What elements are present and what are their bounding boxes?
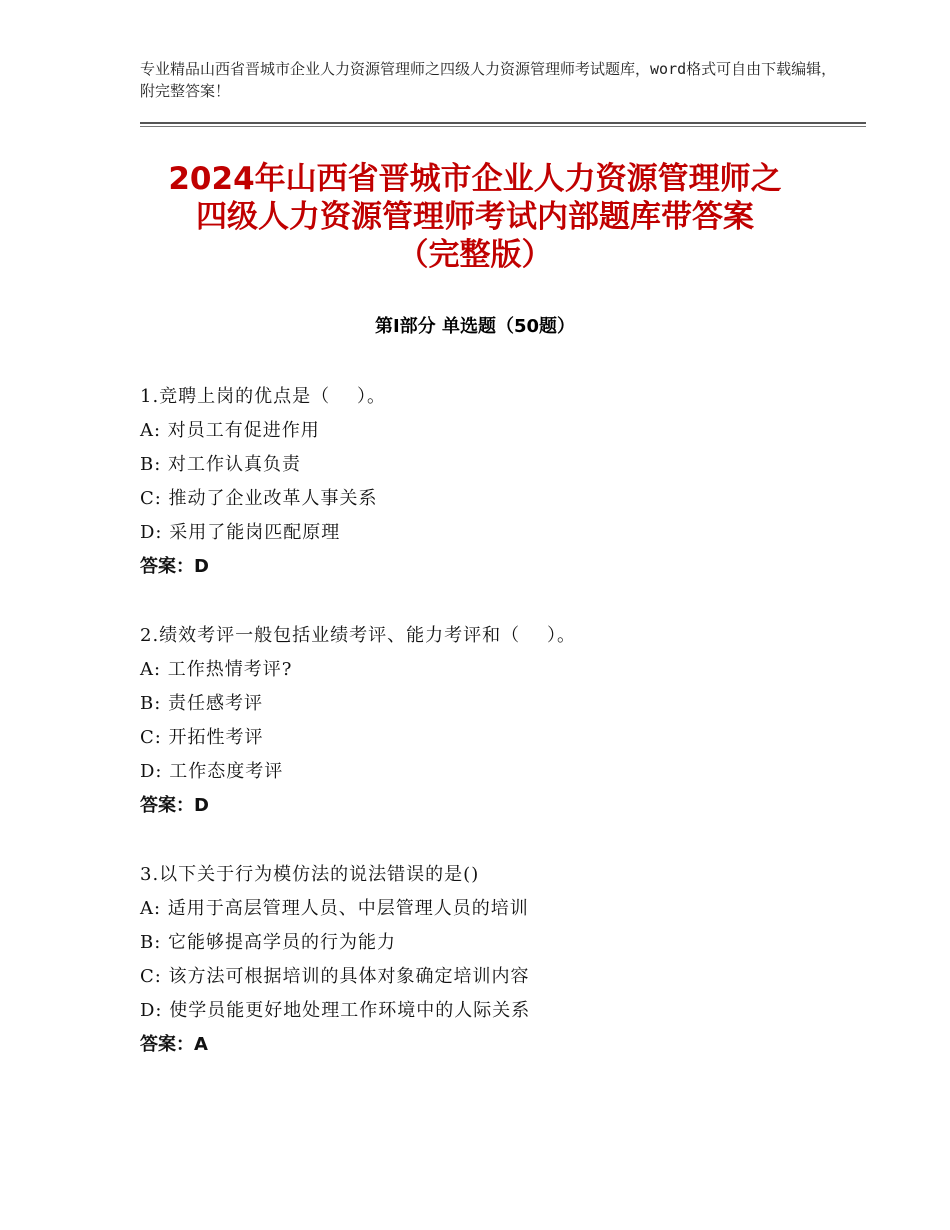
question-stem: 3.以下关于行为模仿法的说法错误的是() bbox=[140, 864, 480, 885]
option-d: D: 工作态度考评 bbox=[140, 761, 284, 782]
option-b: B: 它能够提高学员的行为能力 bbox=[140, 932, 397, 953]
option-a: A: 适用于高层管理人员、中层管理人员的培训 bbox=[140, 898, 529, 919]
option-d: D: 使学员能更好地处理工作环境中的人际关系 bbox=[140, 1000, 531, 1021]
header-divider-thick bbox=[140, 122, 866, 124]
section-title: 第I部分 单选题（50题） bbox=[374, 316, 575, 337]
header-note: 专业精品山西省晋城市企业人力资源管理师之四级人力资源管理师考试题库，word格式可自由下载编辑，附完整答案！ bbox=[140, 60, 837, 100]
header-divider-thin bbox=[140, 126, 866, 127]
option-b: B: 责任感考评 bbox=[140, 693, 264, 714]
answer: 答案：A bbox=[140, 1034, 208, 1055]
question-stem: 2.绩效考评一般包括业绩考评、能力考评和（ ）。 bbox=[140, 625, 577, 646]
answer: 答案：D bbox=[140, 556, 209, 577]
option-c: C: 推动了企业改革人事关系 bbox=[140, 488, 378, 509]
option-b: B: 对工作认真负责 bbox=[140, 454, 302, 475]
option-a: A: 对员工有促进作用 bbox=[140, 420, 320, 441]
question-3 bbox=[140, 858, 860, 1062]
title-line-2: 四级人力资源管理师考试内部题库带答案 bbox=[196, 199, 754, 235]
option-c: C: 该方法可根据培训的具体对象确定培训内容 bbox=[140, 966, 530, 987]
option-d: D: 采用了能岗匹配原理 bbox=[140, 522, 341, 543]
title-line-1: 2024年山西省晋城市企业人力资源管理师之 bbox=[168, 161, 782, 197]
option-a: A: 工作热情考评? bbox=[140, 659, 293, 680]
option-c: C: 开拓性考评 bbox=[140, 727, 264, 748]
title-line-3: （完整版） bbox=[397, 237, 553, 273]
question-stem: 1.竞聘上岗的优点是（ ）。 bbox=[140, 386, 387, 407]
document-title bbox=[100, 160, 850, 274]
question-2 bbox=[140, 619, 860, 823]
answer: 答案：D bbox=[140, 795, 209, 816]
question-1 bbox=[140, 380, 860, 584]
